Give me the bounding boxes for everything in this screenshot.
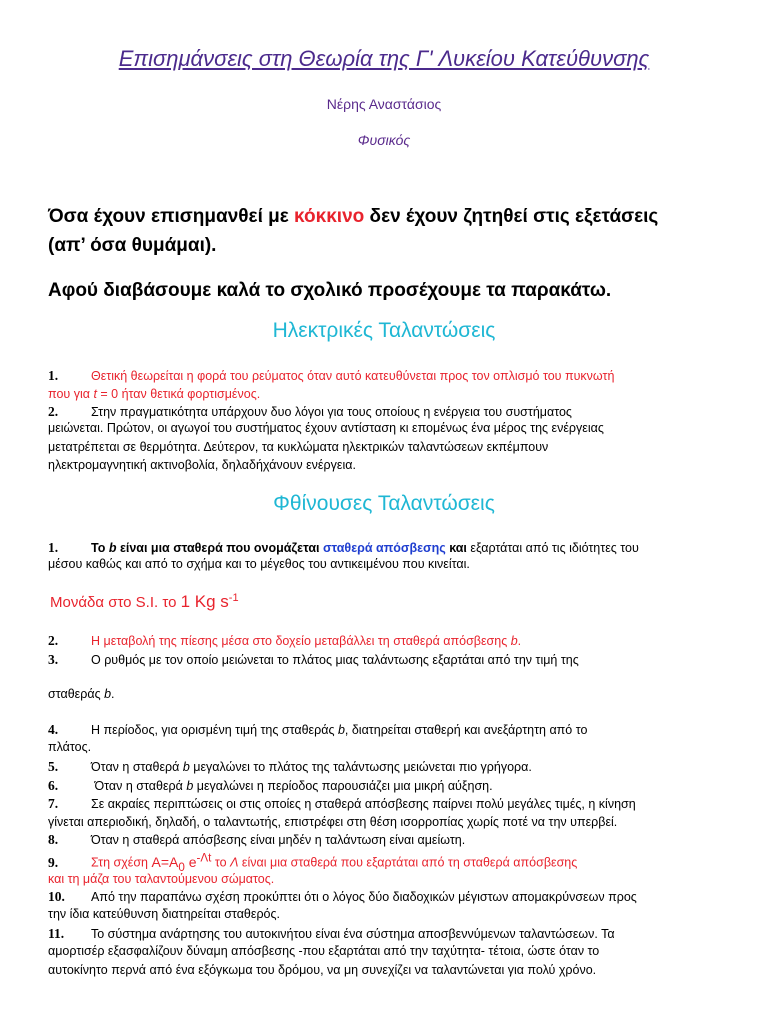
s2-item-9-line-1: 9. Στη σχέση $A=A_0$ $e^{-\Lambda t}$ το Λ είναι μια σταθερά που εξαρτάται από τη σταθερά απόσβεσης [48, 851, 578, 874]
s1-item-2-line-4: ηλεκτρομαγνητική ακτινοβολία, δηλαδήχάνουν ενέργεια. [48, 458, 356, 472]
s2-item-10-line-2: την ίδια κατεύθυνση διατηρείται σταθερός. [48, 907, 281, 921]
s2-item-4-line-2: πλάτος. [48, 740, 92, 754]
s2-item-11-line-3: αυτοκίνητο περνά από ένα εξόγκωμα του δρόμου, να μη συνεχίζει να ταλαντώνεται για πολύ χρόνο. [48, 963, 597, 977]
s1-item-2-line-3: μετατρέπεται σε θερμότητα. Δεύτερον, τα κυκλώματα ηλεκτρικών ταλαντώσεων εκπέμπουν [48, 440, 549, 454]
s2-item-11-line-2: αμορτισέρ εξασφαλίζουν δύναμη απόσβεσης -που εξαρτάται από την ταχύτητα- τέτοια, ώστε όταν το [48, 944, 600, 958]
author-name: Νέρης Αναστάσιος [326, 96, 442, 112]
s1-item-1-line-1: 1. Θετική θεωρείται η φορά του ρεύματος όταν αυτό κατευθύνεται προς τον οπλισμό του πυκνωτή [48, 368, 615, 383]
s2-item-9-line-2: και τη μάζα του ταλαντούμενου σώματος. [48, 872, 275, 886]
section-heading-electric-oscillations: Ηλεκτρικές Ταλαντώσεις [272, 319, 496, 342]
intro-line-1: Όσα έχουν επισημανθεί με κόκκινο δεν έχουν ζητηθεί στις εξετάσεις [48, 206, 659, 227]
s2-item-1-line-1: 1. Το b είναι μια σταθερά που ονομάζεται σταθερά απόσβεσης και εξαρτάται από τις ιδιότητες του [48, 540, 639, 555]
s2-item-5: 5. Όταν η σταθερά b μεγαλώνει το πλάτος της ταλάντωσης μειώνεται πιο γρήγορα. [48, 759, 532, 774]
si-unit-line: Μονάδα στο S.I. το 1 Kg $s^{-1}$ [50, 592, 239, 611]
document-title: Επισημάνσεις στη Θεωρία της Γ' Λυκείου Κατεύθυνσης [118, 46, 650, 71]
intro-line-3: Αφού διαβάσουμε καλά το σχολικό προσέχουμε τα παρακάτω. [48, 280, 612, 301]
author-role: Φυσικός [357, 132, 411, 148]
s2-item-11-line-1: 11. Το σύστημα ανάρτησης του αυτοκινήτου είναι ένα σύστημα αποσβεννύμενων ταλαντώσεων. Τα [48, 926, 615, 941]
s2-item-3-line-2: σταθεράς b. [48, 687, 115, 701]
s2-item-6: 6. Όταν η σταθερά b μεγαλώνει η περίοδος παρουσιάζει μια μικρή αύξηση. [48, 778, 493, 793]
s1-item-2-line-2: μειώνεται. Πρώτον, οι αγωγοί του συστήματος έχουν αντίσταση κι επομένως ένα μέρος της ενέργειας [48, 421, 604, 435]
section-heading-damped-oscillations: Φθίνουσες Ταλαντώσεις [273, 492, 495, 515]
s2-item-4-line-1: 4. Η περίοδος, για ορισμένη τιμή της σταθεράς b, διατηρείται σταθερή και ανεξάρτητη από το [48, 722, 588, 737]
s2-item-3-line-1: 3. Ο ρυθμός με τον οποίο μειώνεται το πλάτος μιας ταλάντωσης εξαρτάται από την τιμή της [48, 652, 579, 667]
intro-line-2: (απ’ όσα θυμάμαι). [48, 235, 217, 256]
s2-item-10-line-1: 10. Από την παραπάνω σχέση προκύπτει ότι ο λόγος δύο διαδοχικών μέγιστων απομακρύνσεων προς [48, 889, 637, 904]
s2-item-2: 2. Η μεταβολή της πίεσης μέσα στο δοχείο μεταβάλλει τη σταθερά απόσβεσης b. [48, 633, 522, 648]
s2-item-7-line-2: γίνεται απεριοδική, δηλαδή, ο ταλαντωτής, επιστρέφει στη θέση ισορροπίας χωρίς ποτέ να την υπερβεί. [48, 815, 618, 829]
s1-item-1-line-2: που για t = 0 ήταν θετικά φορτισμένος. [48, 387, 261, 401]
s1-item-2-line-1: 2. Στην πραγματικότητα υπάρχουν δυο λόγοι για τους οποίους η ενέργεια του συστήματος [48, 404, 572, 419]
s2-item-7-line-1: 7. Σε ακραίες περιπτώσεις οι στις οποίες η σταθερά απόσβεσης παίρνει πολύ μεγάλες τιμές, η κίνηση [48, 796, 636, 811]
damping-formula: $A=A_0$ $e^{-\Lambda t}$ [151, 851, 212, 874]
s2-item-1-line-2: μέσου καθώς και από το σχήμα και το μέγεθος του αντικειμένου που κινείται. [48, 557, 470, 571]
red-word: κόκκινο [294, 206, 365, 227]
s2-item-8: 8. Όταν η σταθερά απόσβεσης είναι μηδέν η ταλάντωση είναι αμείωτη. [48, 832, 466, 847]
